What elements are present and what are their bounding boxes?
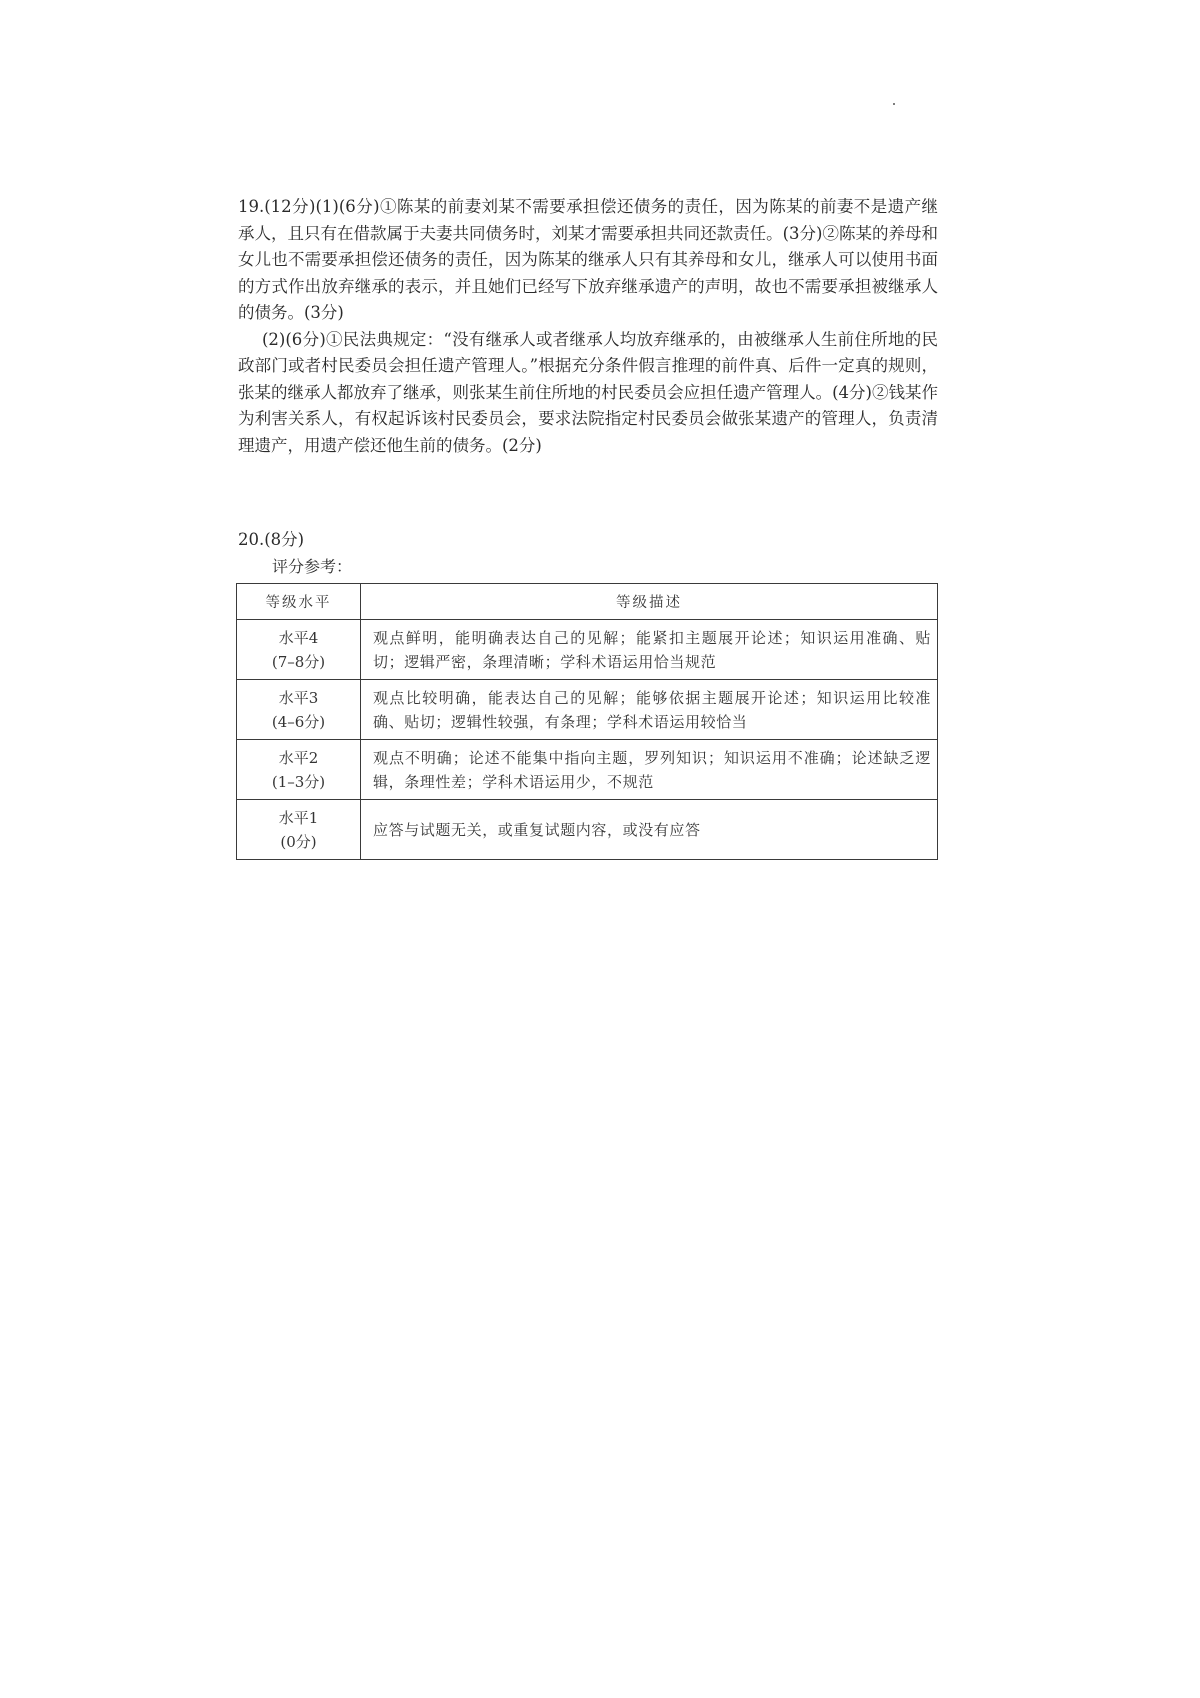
level-score: (1–3分) <box>271 772 326 791</box>
level-name: 水平4 <box>278 628 319 647</box>
header-description: 等级描述 <box>361 584 938 620</box>
q20-heading: 20.(8分) <box>238 530 305 549</box>
grading-table <box>236 583 938 860</box>
table-row <box>237 680 938 740</box>
level-cell <box>237 680 361 740</box>
grading-reference-label: 评分参考： <box>272 557 353 576</box>
q19-part1 <box>238 194 938 327</box>
q19-part1-text: (12分)(1)(6分)①陈某的前妻刘某不需要承担偿还债务的责任，因为陈某的前妻不是遗产继承人，且只有在借款属于夫妻共同债务时，刘某才需要承担共同还款责任。(3分)②陈某的养母和女儿也不需要承担偿还债务的责任，因为陈某的继承人只有其养母和女儿，继承人可以使用书面的方式作出放弃继承的表示，并且她们已经写下放弃继承遗产的声明，故也不需要承担被继承人的债务。(3分) <box>238 197 938 322</box>
level-description: 观点鲜明，能明确表达自己的见解；能紧扣主题展开论述；知识运用准确、贴切；逻辑严密，条理清晰；学科术语运用恰当规范 <box>361 620 938 680</box>
level-cell <box>237 800 361 860</box>
q19-part2: (2)(6分)①民法典规定：“没有继承人或者继承人均放弃继承的，由被继承人生前住所地的民政部门或者村民委员会担任遗产管理人。”根据充分条件假言推理的前件真、后件一定真的规则，张某的继承人都放弃了继承，则张某生前住所地的村民委员会应担任遗产管理人。(4分)②钱某作为利害关系人，有权起诉该村民委员会，要求法院指定村民委员会做张某遗产的管理人，负责清理遗产，用遗产偿还他生前的债务。(2分) <box>238 329 938 455</box>
scan-speck <box>893 103 895 105</box>
level-score: (4–6分) <box>271 712 326 731</box>
level-description: 应答与试题无关，或重复试题内容，或没有应答 <box>361 800 938 860</box>
level-name: 水平3 <box>278 688 319 707</box>
header-level: 等级水平 <box>237 584 361 620</box>
question-19 <box>238 194 938 459</box>
table-row <box>237 800 938 860</box>
level-name: 水平1 <box>278 808 319 827</box>
level-score: (0分) <box>280 832 317 851</box>
table-row <box>237 620 938 680</box>
level-score: (7–8分) <box>271 652 326 671</box>
grading-table-header <box>237 584 938 620</box>
level-cell <box>237 620 361 680</box>
table-row <box>237 740 938 800</box>
level-description: 观点不明确；论述不能集中指向主题，罗列知识；知识运用不准确；论述缺乏逻辑，条理性差；学科术语运用少，不规范 <box>361 740 938 800</box>
level-cell <box>237 740 361 800</box>
level-description: 观点比较明确，能表达自己的见解；能够依据主题展开论述；知识运用比较准确、贴切；逻辑性较强，有条理；学科术语运用较恰当 <box>361 680 938 740</box>
level-name: 水平2 <box>278 748 319 767</box>
q19-number: 19. <box>238 197 265 216</box>
